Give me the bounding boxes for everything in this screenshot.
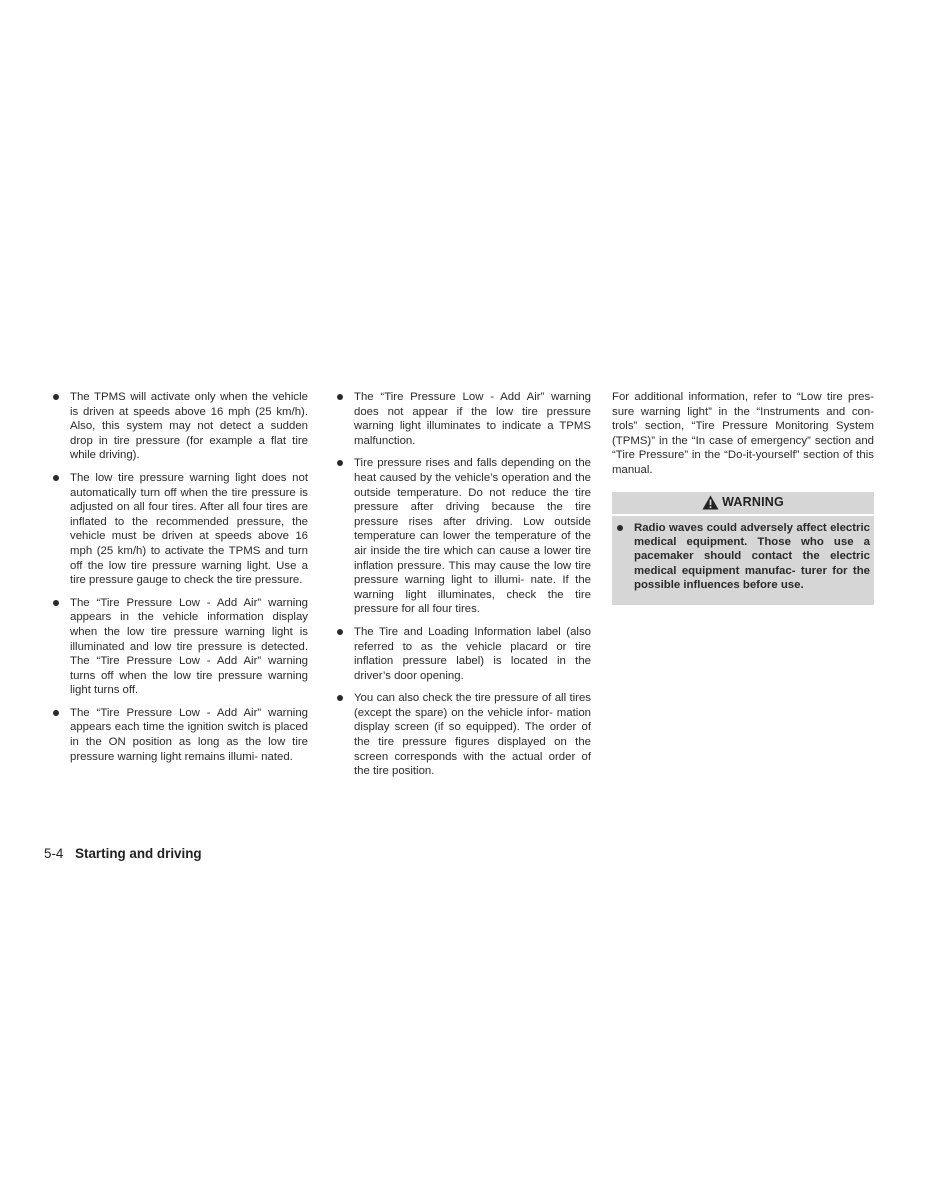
warning-box [612, 492, 874, 605]
list-item: You can also check the tire pressure of all tires (except the spare) on the vehicle infor- mation display screen (if so equipped). The order of the tire pressure figures displayed on the screen corresponds with the actual order of the tire position. [336, 691, 591, 779]
warning-title: WARNING [722, 495, 784, 510]
bullet-icon [53, 475, 59, 481]
reference-paragraph: For additional information, refer to “Low tire pres- sure warning light” in the “Instruments and con- trols” section, “Tire Pressure Monitoring System (TPMS)” in the “In case of emergency” section and “Tire Pressure” in the “Do-it-yourself” section of this manual. [612, 391, 874, 476]
list-item: The “Tire Pressure Low - Add Air” warning appears each time the ignition switch is placed in the ON position as long as the low tire pressure warning light remains illumi- nated. [52, 706, 308, 764]
column-1 [52, 390, 308, 772]
bullet-icon [337, 695, 343, 701]
bullet-icon [53, 710, 59, 716]
bullet-icon [53, 600, 59, 606]
page-footer [44, 846, 202, 861]
warning-header [612, 492, 874, 516]
warning-triangle-icon [702, 495, 719, 510]
bullet-icon [337, 629, 343, 635]
bullet-icon [337, 460, 343, 466]
column-3 [612, 390, 874, 605]
page-number: 5-4 [44, 846, 64, 861]
warning-body [612, 516, 874, 605]
bullet-list [52, 390, 308, 764]
warning-list [616, 521, 870, 593]
bullet-list [336, 390, 591, 779]
bullet-icon [53, 394, 59, 400]
list-item: Tire pressure rises and falls depending on the heat caused by the vehicle’s operation and the outside temperature. Do not reduce the tire pressure after driving because the tire pressure rises after driving. Low outside temperature can lower the temperature of the air inside the tire which can cause a lower tire inflation pressure. This may cause the low tire pressure warning light to illumi- nate. If the warning light illuminates, check the tire pressure for all four tires. [336, 456, 591, 617]
list-item: The Tire and Loading Information label (also referred to as the vehicle placard or tire inflation pressure label) is located in the driver’s door opening. [336, 625, 591, 683]
list-item: The TPMS will activate only when the vehicle is driven at speeds above 16 mph (25 km/h). Also, this system may not detect a sudden drop in tire pressure (for example a flat tire while driving). [52, 390, 308, 463]
column-2 [336, 390, 591, 787]
list-item: The low tire pressure warning light does not automatically turn off when the tire pressure is adjusted on all four tires. After all four tires are inflated to the recommended pressure, the vehicle must be driven at speeds above 16 mph (25 km/h) to activate the TPMS and turn off the low tire pressure warning light. Use a tire pressure gauge to check the tire pressure. [52, 471, 308, 588]
list-item: The “Tire Pressure Low - Add Air” warning appears in the vehicle information display when the low tire pressure warning light is illuminated and low tire pressure is detected. The “Tire Pressure Low - Add Air” warning turns off when the low tire pressure warning light turns off. [52, 596, 308, 698]
list-item: Radio waves could adversely affect electric medical equipment. Those who use a pacemaker should contact the electric medical equipment manufac- turer for the possible influences before use. [616, 521, 870, 593]
list-item: The “Tire Pressure Low - Add Air” warning does not appear if the low tire pressure warning light illuminates to indicate a TPMS malfunction. [336, 390, 591, 448]
bullet-icon [337, 394, 343, 400]
section-title: Starting and driving [75, 846, 202, 861]
bullet-icon [617, 525, 623, 531]
